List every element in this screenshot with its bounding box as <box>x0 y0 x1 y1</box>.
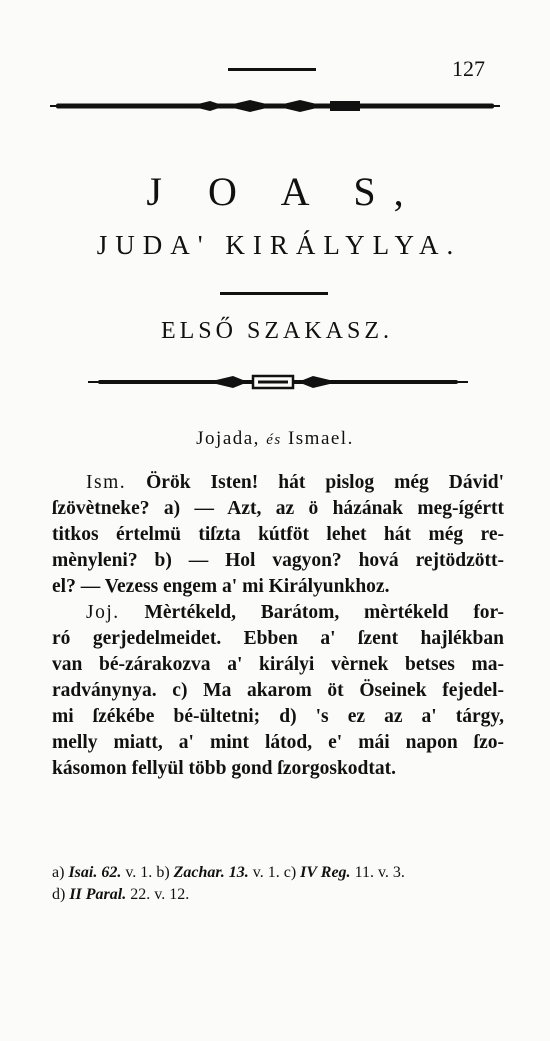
text-line: melly miatt, a' mint látod, e' mái napon ſzo- <box>52 732 504 753</box>
conjunction: és <box>266 432 282 448</box>
speaker-label: Joj. <box>86 602 120 623</box>
footnote-loc: v. 1. <box>125 864 153 881</box>
footnote-ref: Zachar. 13. <box>173 864 249 881</box>
character-jojada: Jojada, <box>196 428 260 449</box>
footnote-loc: 22. v. 12. <box>130 886 190 903</box>
footnote-ref: II Paral. <box>69 886 127 903</box>
footnote-loc: 11. v. 3. <box>354 864 405 881</box>
play-title: J O A S, <box>146 169 422 214</box>
characters-line <box>0 428 550 450</box>
short-rule <box>220 292 328 295</box>
footnote-mark: d) <box>52 886 66 903</box>
footnotes <box>52 862 514 906</box>
footnote-mark: a) <box>52 864 65 881</box>
top-rule <box>228 68 316 71</box>
page-number: 127 <box>452 56 485 81</box>
text-line: ró gerjedelmeidet. Ebben a' ſzent hajlékban <box>52 628 504 649</box>
middle-ornamental-rule <box>88 372 468 392</box>
text-line: kásomon fellyül több gond ſzorgoskodtat. <box>52 758 397 779</box>
footnote-ref: Isai. 62. <box>68 864 122 881</box>
text-line: el? — Vezess engem a' mi Királyunkhoz. <box>52 576 390 597</box>
text-line: ſzövètneke? a) — Azt, az ö házának meg-ígértt <box>52 498 504 519</box>
section-title: ELSŐ SZAKASZ. <box>160 318 393 344</box>
text-line: van bé-zárakozva a' királyi vèrnek betses ma- <box>52 654 504 675</box>
speaker-label: Ism. <box>86 472 127 493</box>
play-subtitle: JUDA' KIRÁLYLYA. <box>96 230 462 260</box>
footnote-mark: c) <box>283 864 297 881</box>
footnote-ref: IV Reg. <box>300 864 351 881</box>
character-ismael: Ismael. <box>287 428 354 449</box>
text-line <box>52 600 504 626</box>
top-ornamental-rule <box>50 96 500 116</box>
line-text: Mèrtékeld, Barátom, mèrtékeld for- <box>144 602 504 623</box>
text-line: titkos értelmü tiſzta kútföt lehet hát még re- <box>52 524 504 545</box>
footnote-line <box>52 884 514 906</box>
footnote-loc: v. 1. <box>252 864 280 881</box>
text-line: radványnya. c) Ma akarom öt Öseinek fejedel- <box>52 680 504 701</box>
text-line: mènyleni? b) — Hol vagyon? hová rejtödzött- <box>52 550 504 571</box>
text-line: mi ſzékébe bé-ültetni; d) 's ez az a' tárgy, <box>52 706 504 727</box>
line-text: Örök Isten! hát pislog még Dávid' <box>146 472 505 493</box>
text-line <box>52 470 504 496</box>
footnote-mark: b) <box>156 864 170 881</box>
dialogue-text <box>52 470 504 782</box>
footnote-line <box>52 862 514 884</box>
